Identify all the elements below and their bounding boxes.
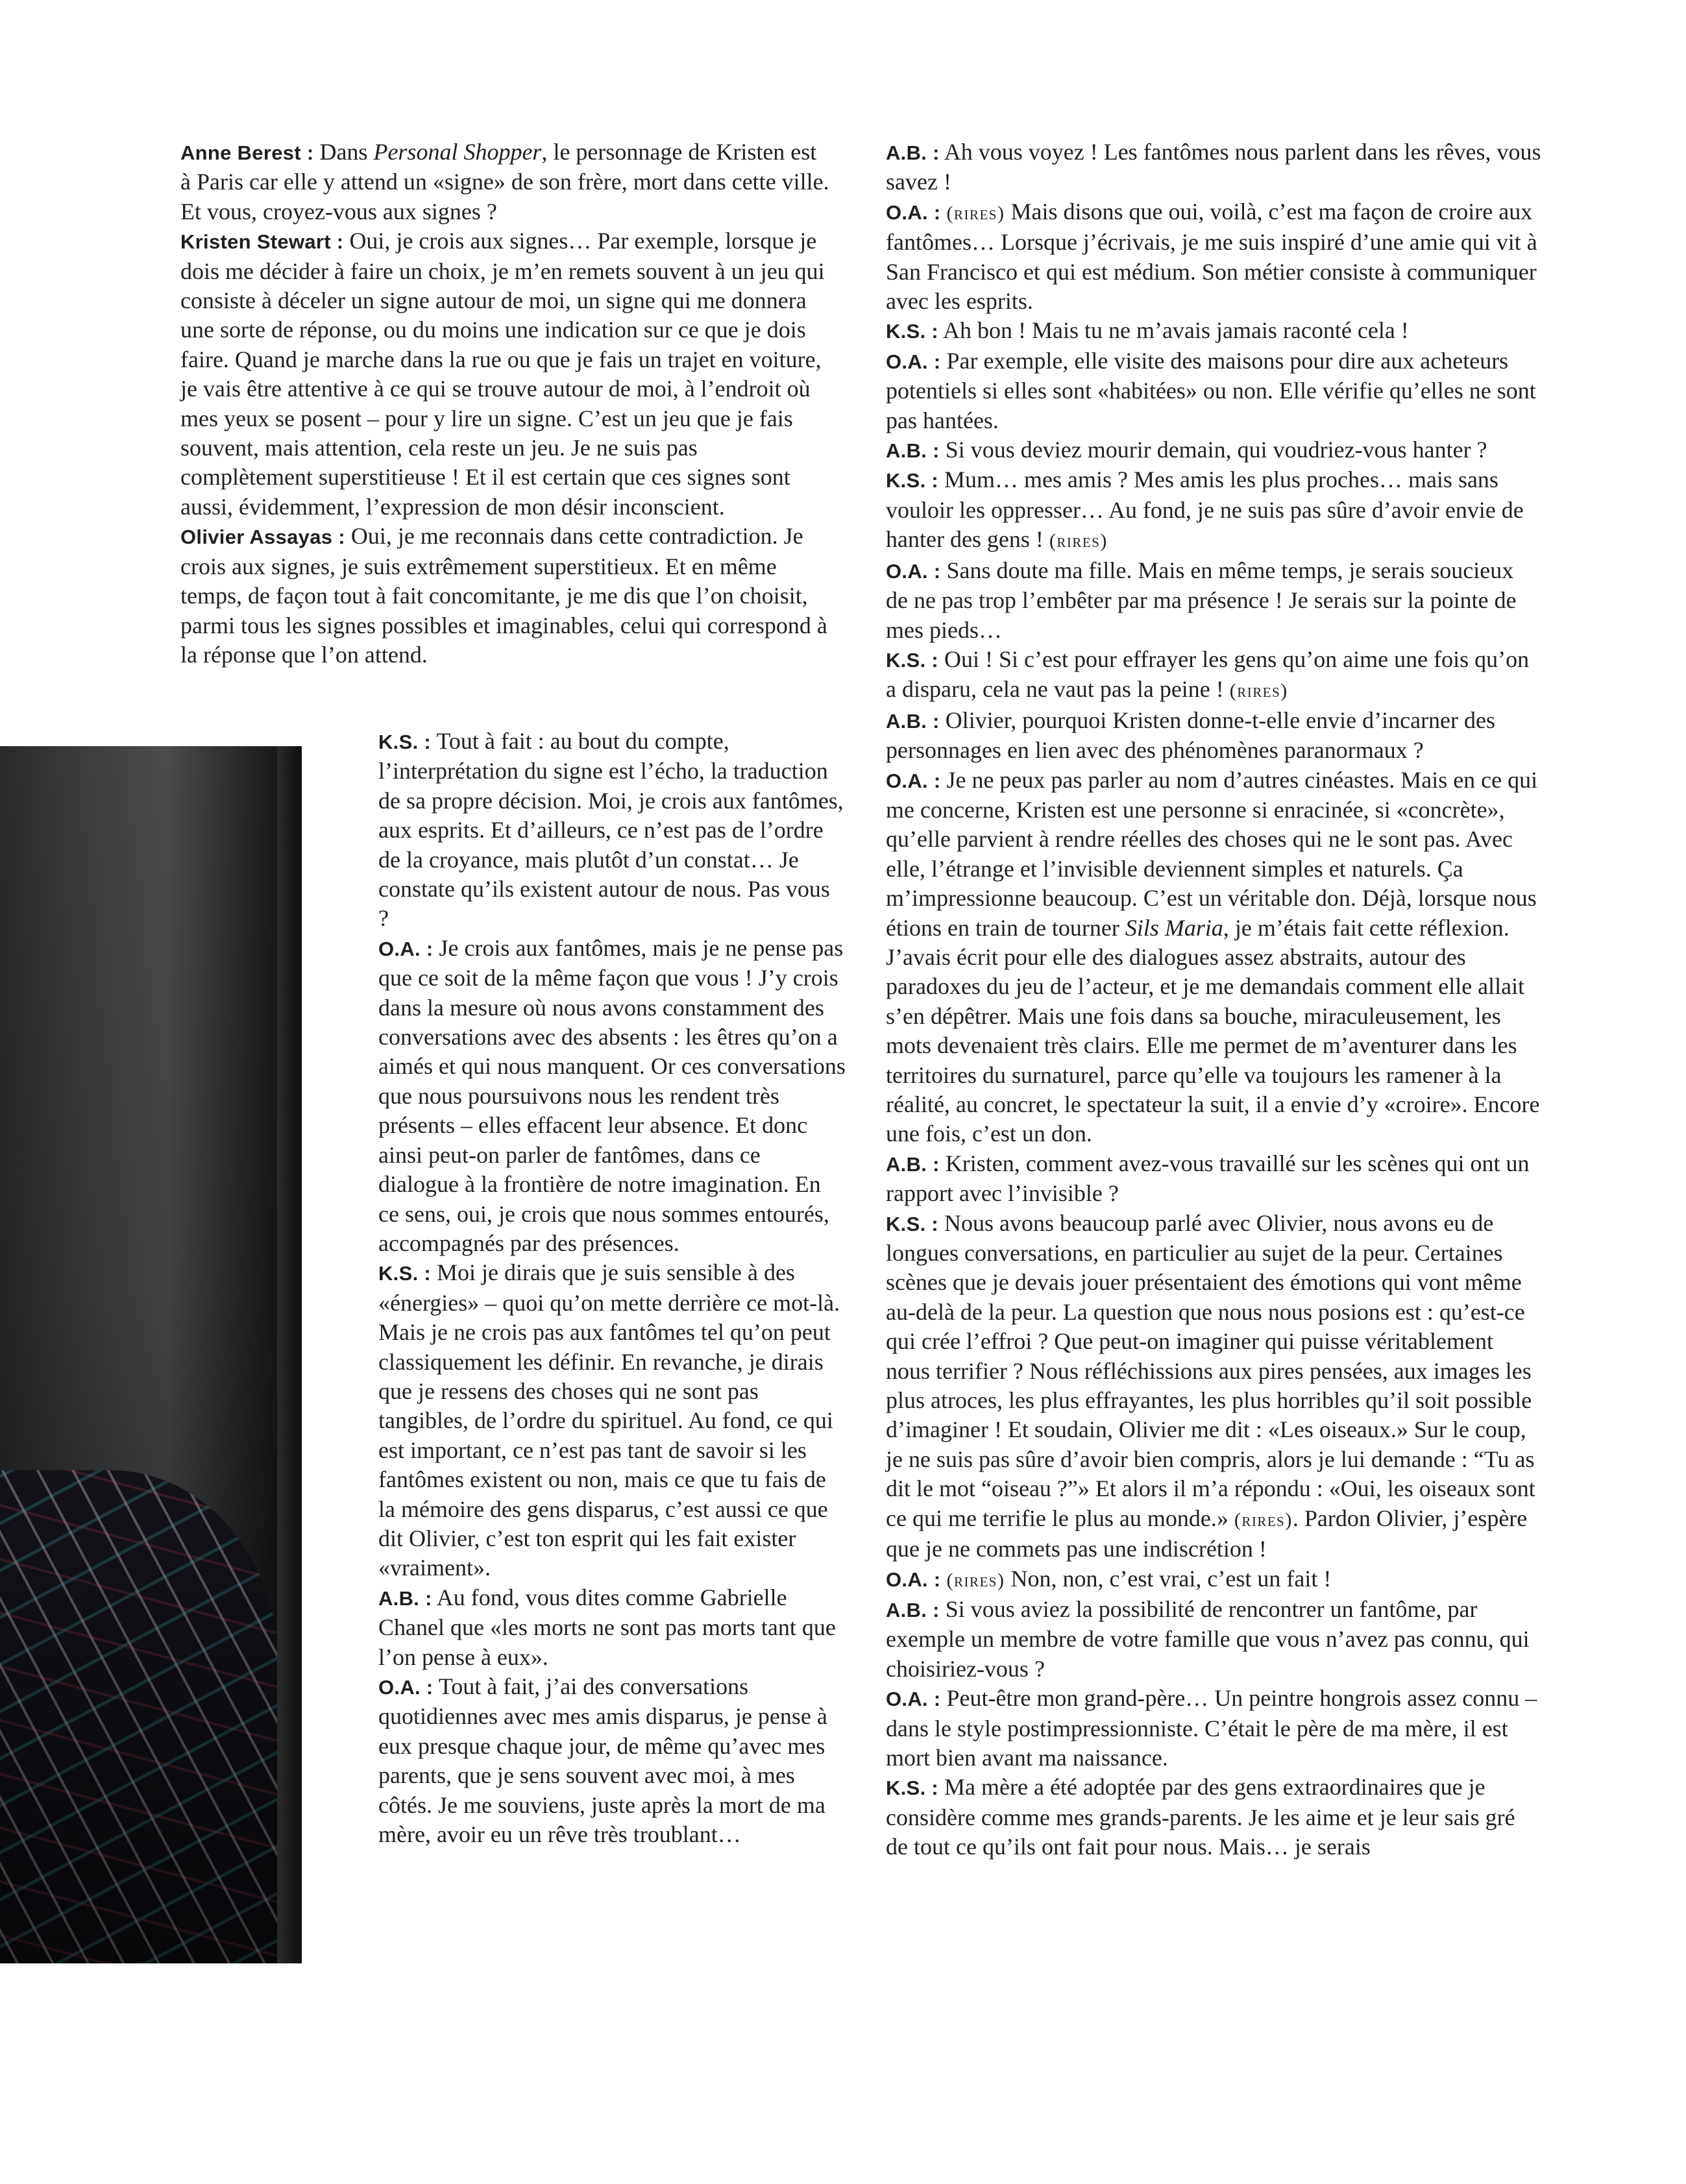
speaker-label: Olivier Assayas :: [180, 526, 345, 549]
paragraph-text: Ah vous voyez ! Les fantômes nous parlent dans les rêves, vous savez !: [886, 139, 1541, 195]
speaker-label: O.A. :: [378, 937, 434, 960]
paragraph-text: Oui, je me reconnais dans cette contradiction. Je crois aux signes, je suis extrêmement superstitieux. Et en même temps, de façon tout à fait concomitante, je me dis que l’on choisit, parmi tous les signes possibles et imaginables, celui qui correspond à la réponse que l’on attend.: [180, 523, 827, 668]
speaker-label: K.S. :: [378, 731, 432, 753]
paragraph-text: Non, non, c’est vrai, c’est un fait !: [1005, 1565, 1332, 1592]
interview-paragraph: [378, 934, 846, 1258]
text-column-left: [180, 138, 829, 670]
interview-paragraph: [886, 435, 1541, 465]
speaker-label: A.B. :: [886, 1598, 940, 1621]
speaker-label: Kristen Stewart :: [180, 230, 344, 254]
laughter-note: (rires): [1049, 530, 1108, 552]
interview-paragraph: [886, 346, 1541, 435]
speaker-label: A.B. :: [886, 439, 940, 463]
interview-paragraph: [180, 522, 829, 670]
interview-paragraph: [886, 1564, 1541, 1595]
interview-paragraph: [886, 1773, 1541, 1862]
interview-paragraph: [180, 138, 829, 226]
speaker-label: K.S. :: [886, 469, 939, 492]
speaker-label: Anne Berest :: [180, 141, 314, 164]
paragraph-text: Si vous aviez la possibilité de rencontrer un fantôme, par exemple un membre de votre famille que vous n’avez pas connu, qui choisiriez-vous ?: [886, 1596, 1530, 1682]
interview-paragraph: [886, 465, 1541, 555]
speaker-label: A.B. :: [886, 709, 940, 733]
paragraph-text: , je m’étais fait cette réflexion. J’avais écrit pour elle des dialogues assez abstraits, autour des paradoxes du jeu de l’acteur, et je me demandais comment elle allait s’en dépêtrer. Mais une fois dans sa bouche, miraculeusement, les mots devenaient très clairs. Elle me permet de m’aventurer dans les territoires du surnaturel, parce qu’elle va toujours les ramener à la réalité, au concret, le spectateur la suit, il a envie d’y «croire». Encore une fois, c’est un don.: [886, 914, 1540, 1147]
paragraph-text: Peut-être mon grand-père… Un peintre hongrois assez connu – dans le style postimpressionniste. C’était le père de ma mère, il est mort bien avant ma naissance.: [886, 1685, 1537, 1771]
speaker-label: O.A. :: [886, 769, 941, 792]
interview-paragraph: [886, 197, 1541, 317]
speaker-label: A.B. :: [886, 141, 940, 164]
interview-paragraph: [886, 1209, 1541, 1564]
paragraph-text: Tout à fait, j’ai des conversations quotidiennes avec mes amis disparus, je pense à eux presque chaque jour, de même qu’avec mes parents, que je sens souvent avec moi, à mes côtés. Je me souviens, juste après la mort de ma mère, avoir eu un rêve très troublant…: [378, 1673, 827, 1848]
paragraph-text: Oui, je crois aux signes… Par exemple, lorsque je dois me décider à faire un choix, je m’en remets souvent à un jeu qui consiste à déceler un signe autour de moi, un signe qui me donnera une sorte de réponse, ou du moins une indication sur ce que je dois faire. Quand je marche dans la rue ou que je fais un trajet en voiture, je vais être attentive à ce qui se trouve autour de moi, à l’endroit où mes yeux se posent – pour y lire un signe. C’est un jeu que je fais souvent, mais attention, cela reste un jeu. Je ne suis pas complètement superstitieuse ! Et il est certain que ces signes sont aussi, évidemment, l’expression de mon désir inconscient.: [180, 228, 825, 520]
paragraph-text: Ah bon ! Mais tu ne m’avais jamais raconté cela !: [938, 317, 1409, 344]
paragraph-text: Sans doute ma fille. Mais en même temps, je serais soucieux de ne pas trop l’embêter par ma présence ! Je serais sur la pointe de mes pieds…: [886, 557, 1517, 643]
laughter-note: (rires): [1229, 680, 1288, 702]
paragraph-text: Mum… mes amis ? Mes amis les plus proches… mais sans vouloir les oppresser… Au fond, je ne suis pas sûre d’avoir envie de hanter des gens !: [886, 467, 1524, 553]
speaker-label: K.S. :: [886, 1777, 939, 1800]
interview-paragraph: [886, 645, 1541, 706]
interview-paragraph: [378, 1583, 846, 1672]
photo-fragment: [0, 746, 302, 1963]
speaker-label: O.A. :: [886, 1688, 941, 1711]
film-title: Personal Shopper: [373, 139, 542, 165]
speaker-label: O.A. :: [886, 1568, 941, 1591]
paragraph-text: Tout à fait : au bout du compte, l’interprétation du signe est l’écho, la traduction de sa propre décision. Moi, je crois aux fantômes, aux esprits. Et d’ailleurs, ce n’est pas de l’ordre de la croyance, mais plutôt d’un constat… Je constate qu’ils existent autour de nous. Pas vous ?: [378, 728, 844, 932]
interview-paragraph: [886, 1684, 1541, 1773]
speaker-label: O.A. :: [886, 559, 941, 583]
laughter-note: (rires): [946, 202, 1005, 224]
paragraph-text: Olivier, pourquoi Kristen donne-t-elle envie d’incarner des personnages en lien avec des phénomènes paranormaux ?: [886, 707, 1496, 764]
paragraph-text: Au fond, vous dites comme Gabrielle Chanel que «les morts ne sont pas morts tant que l’on pense à eux».: [378, 1584, 836, 1670]
interview-paragraph: [886, 706, 1541, 766]
speaker-label: O.A. :: [886, 200, 941, 224]
film-title: Sils Maria: [1125, 914, 1223, 941]
interview-paragraph: [886, 556, 1541, 645]
paragraph-text: Dans: [313, 139, 374, 165]
speaker-label: O.A. :: [378, 1676, 434, 1699]
paragraph-text: Nous avons beaucoup parlé avec Olivier, nous avons eu de longues conversations, en particulier au sujet de la peur. Certaines scènes que je devais jouer présentaient des émotions qui vont même au-delà de la peur. La question que nous nous posions est : qu’est-ce qui crée l’effroi ? Que peut-on imaginer qui puisse véritablement nous terrifier ? Nous réfléchissions aux pires pensées, aux images les plus atroces, les plus effrayantes, les plus horribles qu’il soit possible d’imaginer ! Et soudain, Olivier me dit : «Les oiseaux.» Sur le coup, je ne suis pas sûre d’avoir bien compris, alors je lui demande : “Tu as dit le mot “oiseau ?”» Et alors il m’a répondu : «Oui, les oiseaux sont ce qui me terrifie le plus au monde.»: [886, 1209, 1535, 1531]
paragraph-text: , le personnage de Kristen est à Paris car elle y attend un «signe» de son frère, mort dans cette ville. Et vous, croyez-vous aux signes ?: [180, 139, 829, 224]
paragraph-text: Si vous deviez mourir demain, qui voudriez-vous hanter ?: [939, 437, 1487, 463]
speaker-label: A.B. :: [378, 1586, 432, 1610]
text-column-middle: [378, 727, 846, 1849]
paragraph-text: Moi je dirais que je suis sensible à des «énergies» – quoi qu’on mette derrière ce mot-là. Mais je ne crois pas aux fantômes tel qu’on peut classiquement les définir. En revanche, je dirais que je ressens des choses qui ne sont pas tangibles, de l’ordre du spirituel. Au fond, ce qui est important, ce n’est pas tant de savoir si les fantômes existent ou non, mais ce que tu fais de la mémoire des gens disparus, c’est aussi ce que dit Olivier, c’est ton esprit qui les fait exister «vraiment».: [378, 1259, 840, 1581]
paragraph-text: Kristen, comment avez-vous travaillé sur les scènes qui ont un rapport avec l’invisible ?: [886, 1150, 1530, 1207]
interview-paragraph: [378, 727, 846, 934]
paragraph-text: Oui ! Si c’est pour effrayer les gens qu’on aime une fois qu’on a disparu, cela ne vaut pas la peine !: [886, 646, 1530, 703]
speaker-label: A.B. :: [886, 1152, 940, 1176]
paragraph-text: . Pardon Olivier, j’espère que je ne commets pas une indiscrétion !: [886, 1505, 1528, 1562]
paragraph-text: Mais disons que oui, voilà, c’est ma façon de croire aux fantômes… Lorsque j’écrivais, je me suis inspiré d’une amie qui vit à San Francisco et qui est médium. Son métier consiste à communiquer avec les esprits.: [886, 198, 1537, 315]
speaker-label: O.A. :: [886, 350, 941, 373]
text-column-right: [886, 138, 1541, 1862]
speaker-label: K.S. :: [886, 1212, 939, 1235]
paragraph-text: Par exemple, elle visite des maisons pour dire aux acheteurs potentiels si elles sont «habitées» ou non. Elle vérifie qu’elles ne sont pas hantées.: [886, 347, 1536, 433]
interview-paragraph: [378, 1258, 846, 1583]
laughter-note: (rires): [1234, 1509, 1293, 1531]
speaker-label: K.S. :: [886, 648, 939, 672]
paragraph-text: Ma mère a été adoptée par des gens extraordinaires que je considère comme mes grands-parents. Je les aime et je leur sais gré de tout ce qu’ils ont fait pour nous. Mais… je serais: [886, 1774, 1515, 1860]
paragraph-text: Je ne peux pas parler au nom d’autres cinéastes. Mais en ce qui me concerne, Kristen est une personne si enracinée, si «concrète», qu’elle parvient à rendre réelles des choses qui ne le sont pas. Avec elle, l’étrange et l’invisible deviennent simples et naturels. Ça m’impressionne beaucoup. C’est un véritable don. Déjà, lorsque nous étions en train de tourner: [886, 766, 1538, 941]
interview-paragraph: [886, 1149, 1541, 1209]
interview-paragraph: [886, 766, 1541, 1149]
speaker-label: K.S. :: [886, 320, 939, 343]
interview-paragraph: [886, 1595, 1541, 1684]
interview-paragraph: [180, 226, 829, 522]
laughter-note: (rires): [946, 1569, 1005, 1591]
paragraph-text: Je crois aux fantômes, mais je ne pense pas que ce soit de la même façon que vous ! J’y crois dans la mesure où nous avons constamment des conversations avec des absents : les êtres qu’on a aimés et qui nous manquent. Or ces conversations que nous poursuivons nous les rendent très présents – elles effacent leur absence. Et donc ainsi peut-on parler de fantômes, dans ce dialogue à la frontière de notre imagination. En ce sens, oui, je crois que nous sommes entourés, accompagnés par des présences.: [378, 934, 846, 1256]
interview-paragraph: [886, 138, 1541, 197]
interview-paragraph: [886, 316, 1541, 346]
speaker-label: K.S. :: [378, 1262, 432, 1285]
interview-paragraph: [378, 1672, 846, 1849]
